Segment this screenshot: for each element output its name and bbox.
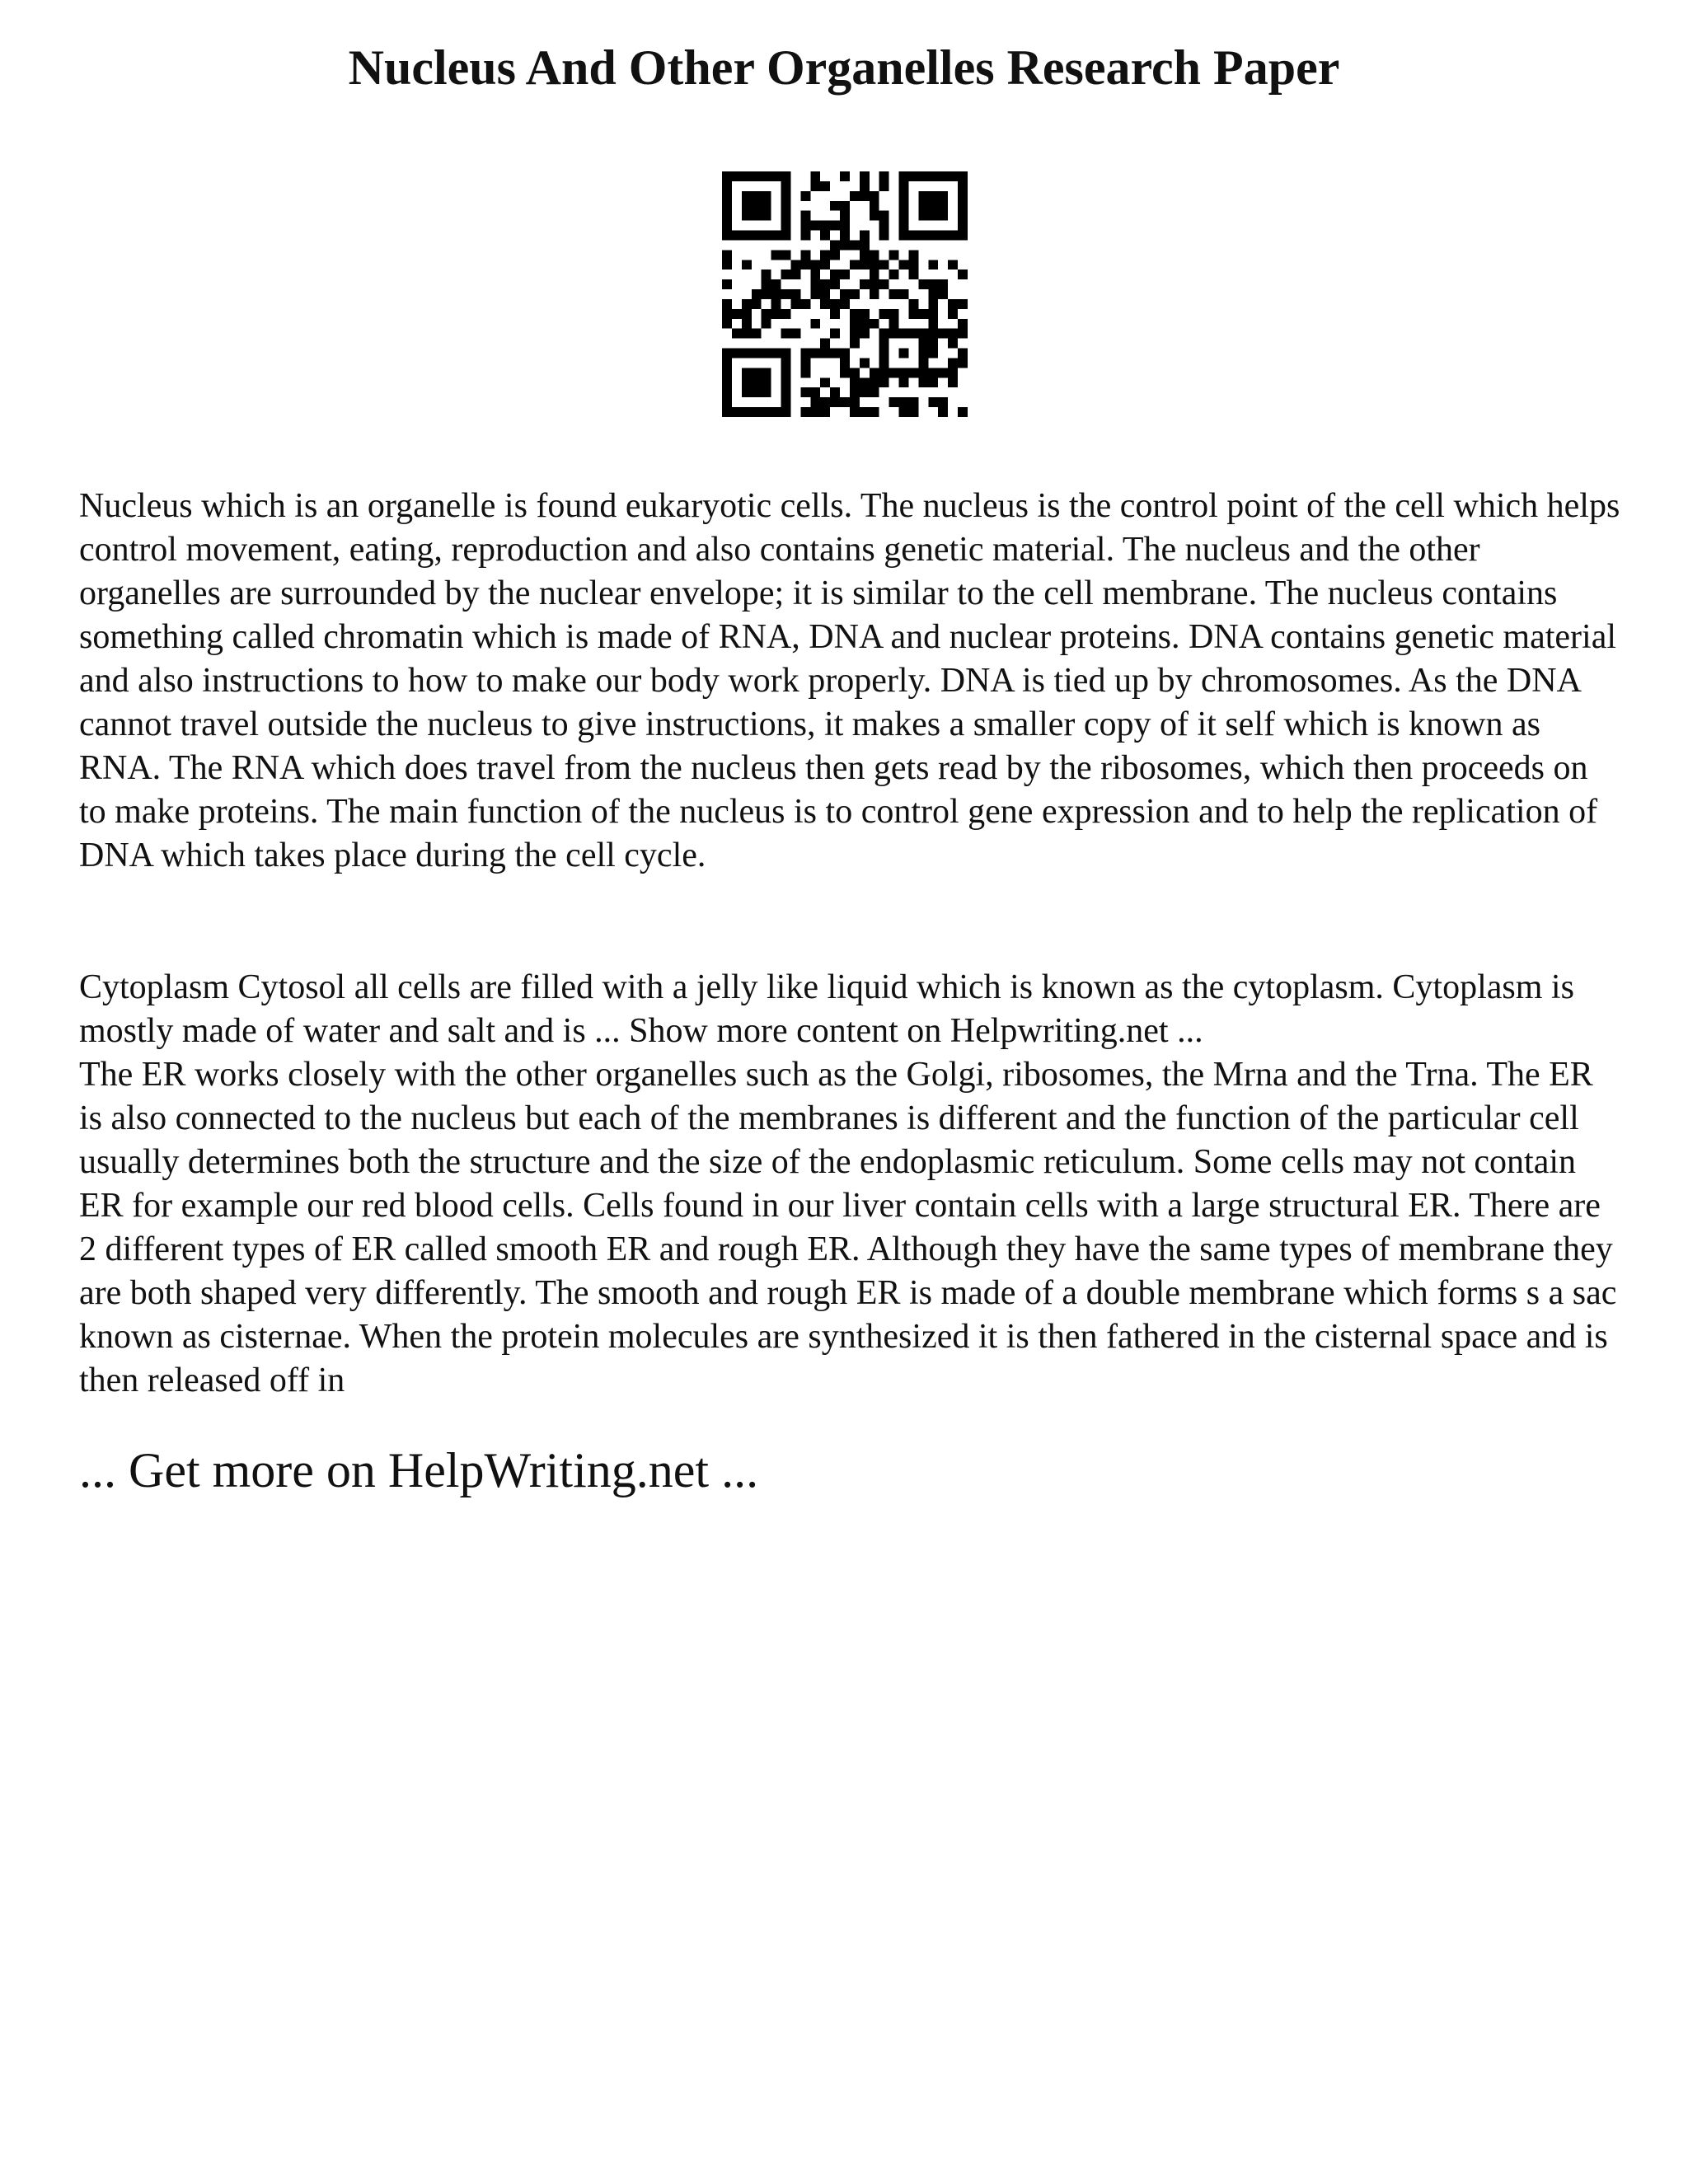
paragraph-cytoplasm: Cytoplasm Cytosol all cells are filled with a jelly like liquid which is known as the cytoplasm. Cytoplasm is mostly made of water and salt and is ... Show more content on Helpwriting.net ... — [79, 968, 1574, 1050]
get-more-link[interactable]: ... Get more on HelpWriting.net ... — [79, 1443, 759, 1497]
document-title: Nucleus And Other Organelles Research Paper — [348, 40, 1340, 95]
paragraph-er: The ER works closely with the other organelles such as the Golgi, ribosomes, the Mrna and the Trna. The ER is also connected to the nucleus but each of the membranes is different and the function of the particular cell usually determines both the structure and the size of the endoplasmic reticulum. Some cells may not contain ER for example our red blood cells. Cells found in our liver contain cells with a large structural ER. There are 2 different types of ER called smooth ER and rough ER. Although they have the same types of membrane they are both shaped very differently. The smooth and rough ER is made of a double membrane which forms s a sac known as cisternae. When the protein molecules are synthesized it is then fathered in the cisternal space and is then released off in — [79, 1056, 1617, 1399]
qr-code-icon[interactable] — [722, 171, 968, 417]
paragraph-nucleus: Nucleus which is an organelle is found eukaryotic cells. The nucleus is the control point of the cell which helps control movement, eating, reproduction and also contains genetic material. The nucleus and the other organelles are surrounded by the nuclear envelope; it is similar to the cell membrane. The nucleus contains something called chromatin which is made of RNA, DNA and nuclear proteins. DNA contains genetic material and also instructions to how to make our body work properly. DNA is tied up by chromosomes. As the DNA cannot travel outside the nucleus to give instructions, it makes a smaller copy of it self which is known as RNA. The RNA which does travel from the nucleus then gets read by the ribosomes, which then proceeds on to make proteins. The main function of the nucleus is to control gene expression and to help the replication of DNA which takes place during the cell cycle. — [79, 487, 1620, 874]
